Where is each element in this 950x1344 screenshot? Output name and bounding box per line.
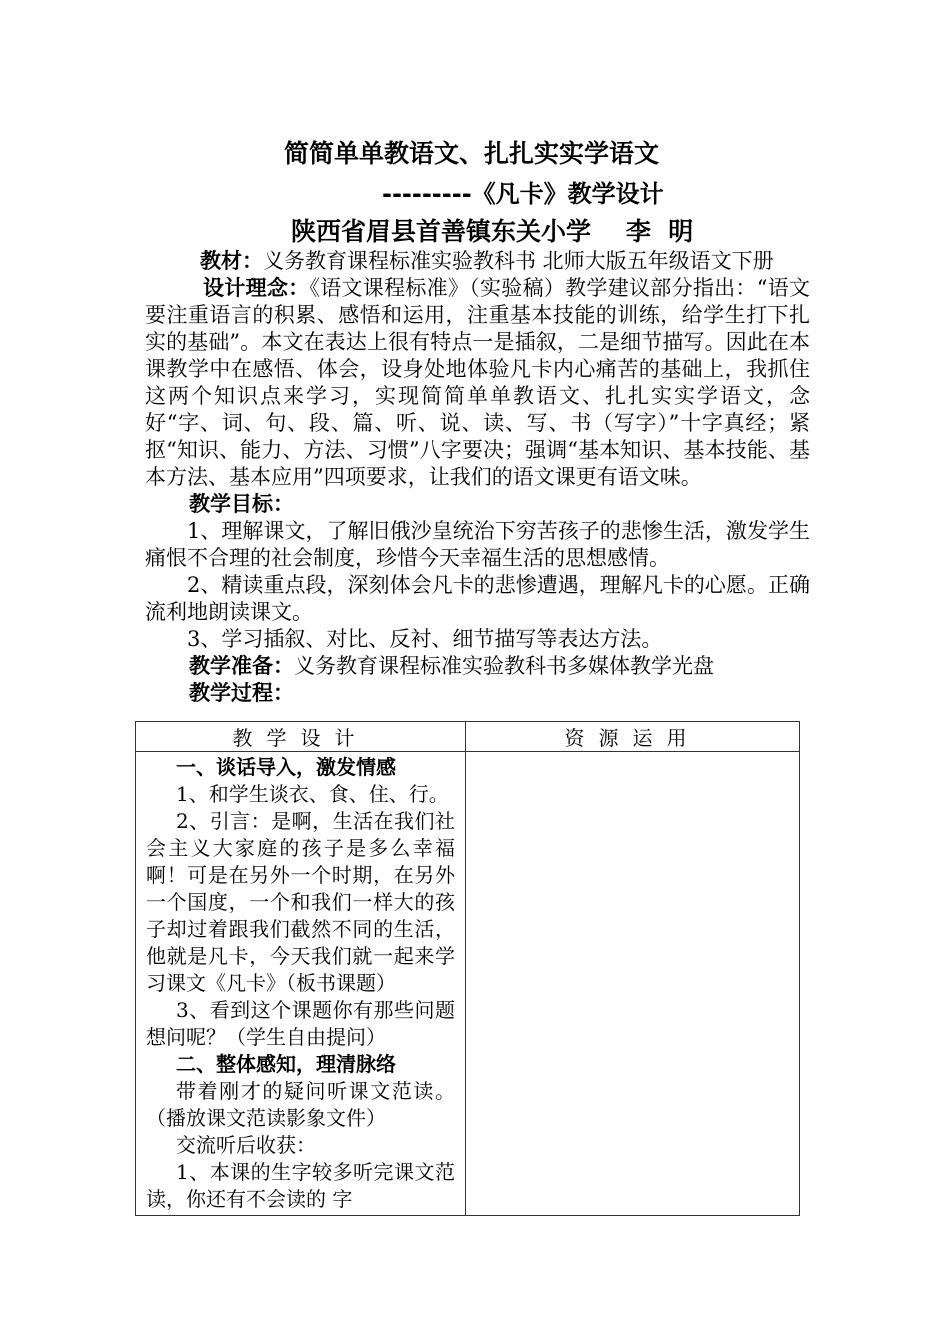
- process-label: 教学过程：: [189, 681, 294, 705]
- resource-cell: [466, 752, 800, 1216]
- col-header-design: 教学设计: [136, 722, 466, 752]
- prep-label: 教学准备：: [189, 654, 294, 678]
- material-line: [145, 248, 810, 275]
- prep-line: [145, 653, 810, 680]
- author-line: 陕西省眉县首善镇东关小学 李 明: [291, 217, 694, 246]
- page-title: 简简单单教语文、扎扎实实学语文: [284, 139, 660, 168]
- list-item: 1、本课的生字较多听完课文范读，你还有不会读的 字: [146, 1160, 455, 1211]
- goal-item: 1、理解课文，了解旧俄沙皇统治下穷苦孩子的悲惨生活，激发学生痛恨不合理的社会制度，珍惜今天幸福生活的思想感情。: [145, 519, 810, 570]
- concept-paragraph: [145, 275, 810, 491]
- list-item: 2、引言：是啊，生活在我们社会主义大家庭的孩子是多么幸福啊！可是在另外一个时期，在另外一个国度，一个和我们一样大的孩子却过着跟我们截然不同的生活，他就是凡卡，今天我们就一起来学习课文《凡卡》（板书课题）: [146, 809, 455, 995]
- list-item: 1、和学生谈衣、食、住、行。: [176, 782, 449, 806]
- concept-label: 设计理念：: [203, 276, 310, 300]
- section-title: 一、谈话导入，激发情感: [176, 755, 396, 779]
- goal-item: 3、学习插叙、对比、反衬、细节描写等表达方法。: [187, 627, 663, 651]
- prep-text: 义务教育课程标准实验教科书多媒体教学光盘: [294, 654, 714, 678]
- concept-text: 《语文课程标准》（实验稿）教学建议部分指出：“语文要注重语言的积累、感悟和运用，注重基本技能的训练，给学生打下扎实的基础”。本文在表达上很有特点一是插叙，二是细节描写。因此在本课教学中在感悟、体会，设身处地体验凡卡内心痛苦的基础上，我抓住这两个知识点来学习，实现简简单单教语文、扎扎实实学语文，念好“字、词、句、段、篇、听、说、读、写、书（写字）”十字真经；紧抠“知识、能力、方法、习惯”八字要决；强调“基本知识、基本技能、基本方法、基本应用”四项要求，让我们的语文课更有语文味。: [145, 276, 811, 489]
- table-row: [136, 752, 800, 1216]
- list-item: 3、看到这个课题你有那些问题想问呢？（学生自由提问）: [146, 998, 455, 1049]
- list-item: 交流听后收获：: [176, 1133, 316, 1157]
- material-label: 教材：: [200, 249, 263, 273]
- design-cell: [136, 752, 466, 1216]
- intro-body: [145, 248, 810, 707]
- page-subtitle: ---------《凡卡》教学设计: [382, 180, 664, 208]
- list-item: 带着刚才的疑问听课文范读。（播放课文范读影象文件）: [146, 1079, 455, 1130]
- col-header-resources: 资源运用: [466, 722, 800, 752]
- table-header-row: [136, 722, 800, 752]
- material-text: 义务教育课程标准实验教科书 北师大版五年级语文下册: [263, 249, 774, 273]
- goal-item: 2、精读重点段，深刻体会凡卡的悲惨遭遇，理解凡卡的心愿。正确流利地朗读课文。: [145, 573, 810, 624]
- section-title: 二、整体感知，理清脉络: [176, 1052, 396, 1076]
- goals-label: 教学目标：: [189, 492, 294, 516]
- lesson-table: [135, 721, 800, 1216]
